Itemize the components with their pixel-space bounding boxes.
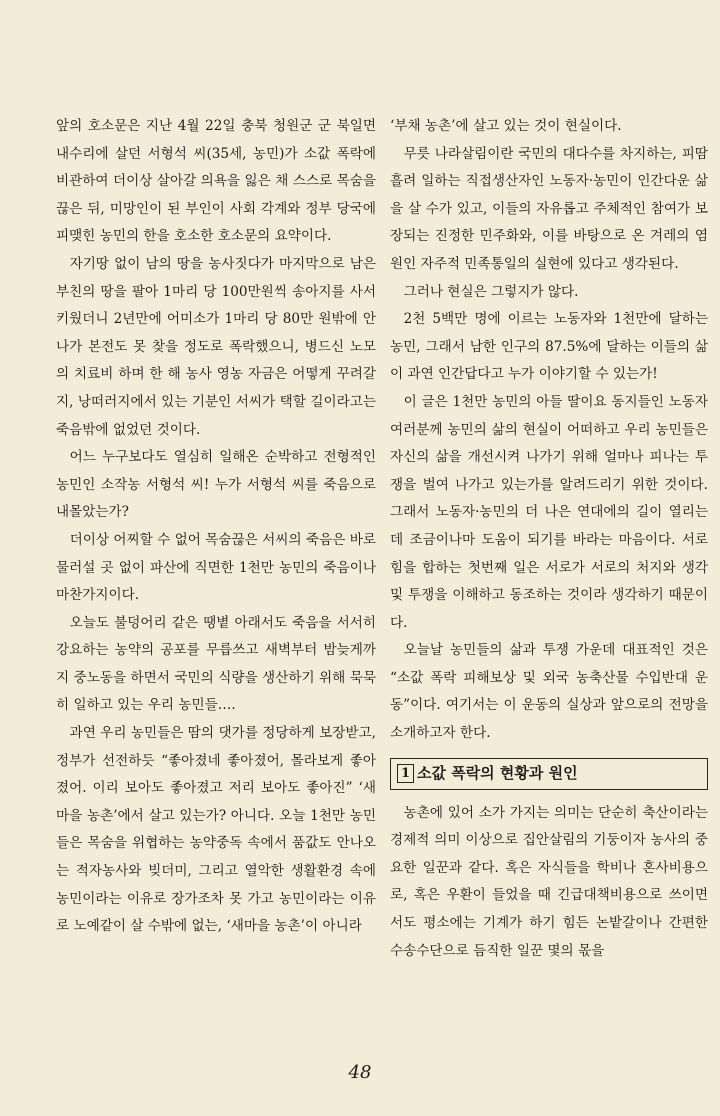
page-number: 48 [348, 1062, 372, 1083]
paragraph: 앞의 호소문은 지난 4월 22일 충북 청원군 군 북일면 내수리에 살던 서형석 씨(35세, 농민)가 소값 폭락에 비관하여 더이상 살아갈 의욕을 잃은 채 스스로 목숨을 끊은 뒤, 미망인이 된 부인이 사회 각계와 정부 당국에 피맺힌 농민의 한을 호소한 호소문의 요약이다. [56, 118, 376, 245]
paragraph: 농촌에 있어 소가 가지는 의미는 단순히 축산이라는 경제적 의미 이상으로 집안살림의 기둥이자 농사의 중요한 일꾼과 같다. 혹은 자식들을 학비나 혼사비용으로, 혹은 우환이 들었을 때 긴급대책비용으로 쓰이면서도 평소에는 기계가 하기 힘든 논밭갈이나 간편한 수송수단으로 듬직한 일꾼 몇의 몫을 [390, 804, 708, 959]
paragraph: 그러나 현실은 그렇지가 않다. [403, 283, 579, 300]
left-column [56, 113, 376, 941]
paragraph: 2천 5백만 명에 이르는 노동자와 1천만에 달하는 농민, 그래서 남한 인구의 87.5%에 달하는 이들의 삶이 과연 인간답다고 누가 이야기할 수 있는가! [390, 311, 708, 383]
paragraph: 이 글은 1천만 농민의 아들 딸이요 동지들인 노동자 여러분께 농민의 삶의 현실이 어떠하고 우리 농민들은 자신의 삶을 개선시켜 나가기 위해 얼마나 피나는 투쟁을 벌여 나가고 있는가를 알려드리기 위한 것이다. 그래서 노동자·농민의 더 나은 연대에의 길이 열리는 데 조금이나마 도움이 되기를 바라는 마음이다. 서로 힘을 합하는 첫번째 일은 서로가 서로의 처지와 생각 및 투쟁을 이해하고 동조하는 것이라 생각하기 때문이다. [390, 393, 708, 631]
section-number: 1 [397, 764, 414, 783]
paragraph: 자기땅 없이 남의 땅을 농사짓다가 마지막으로 남은 부친의 땅을 팔아 1마리 당 100만원씩 송아지를 사서 키웠더니 2년만에 어미소가 1마리 당 80만 원밖에 안 나가 본전도 못 찾을 정도로 폭락했으니, 병드신 노모의 치료비 하며 한 해 농사 영농 자금은 어떻게 꾸려갈지, 낭떠러지에서 있는 기분인 서씨가 택할 길이라고는 죽음밖에 없었던 것이다. [56, 255, 376, 438]
paragraph: 더이상 어찌할 수 없어 목숨끊은 서씨의 죽음은 바로 물러설 곳 없이 파산에 직면한 1천만 농민의 죽음이나 마찬가지이다. [56, 531, 376, 604]
paragraph: 오늘도 불덩어리 같은 땡볕 아래서도 죽음을 서서히 강요하는 농약의 공포를 무릅쓰고 새벽부터 밤늦게까지 중노동을 하면서 국민의 식량을 생산하기 위해 묵묵히 일하고 있는 우리 농민들…. [56, 614, 376, 714]
right-column [390, 113, 708, 965]
paragraph: 무릇 나라살림이란 국민의 대다수를 차지하는, 피땀흘려 일하는 직접생산자인 노동자·농민이 인간다운 삶을 살 수가 있고, 이들의 자유롭고 주체적인 참여가 보장되는 진정한 민주화와, 이를 바탕으로 온 겨레의 염원인 자주적 민족통일의 실현에 있다고 생각된다. [390, 145, 708, 272]
section-heading [390, 758, 708, 790]
section-title: 소값 폭락의 현황과 원인 [417, 763, 578, 782]
paragraph: ‘부채 농촌’에 살고 있는 것이 현실이다. [390, 118, 622, 134]
paragraph: 오늘날 농민들의 삶과 투쟁 가운데 대표적인 것은 “소값 폭락 피해보상 및 외국 농축산물 수입반대 운동”이다. 여기서는 이 운동의 실상과 앞으로의 전망을 소개하고자 한다. [390, 642, 708, 742]
paragraph: 어느 누구보다도 열심히 일해온 순박하고 전형적인 농민인 소작농 서형석 씨! 누가 서형석 씨를 죽음으로 내몰았는가? [56, 449, 376, 521]
paragraph: 과연 우리 농민들은 땀의 댓가를 정당하게 보장받고, 정부가 선전하듯 “좋아졌네 좋아졌어, 몰라보게 좋아졌어. 이리 보아도 좋아졌고 저리 보아도 좋아진” ‘새마을 농촌’에서 살고 있는가? 아니다. 오늘 1천만 농민들은 목숨을 위협하는 농약중독 속에서 품값도 안나오는 적자농사와 빚더미, 그리고 열악한 생활환경 속에 농민이라는 이유로 장가조차 못 가고 농민이라는 이유로 노예같이 살 수밖에 없는, ‘새마을 농촌’이 아니라 [56, 725, 376, 935]
